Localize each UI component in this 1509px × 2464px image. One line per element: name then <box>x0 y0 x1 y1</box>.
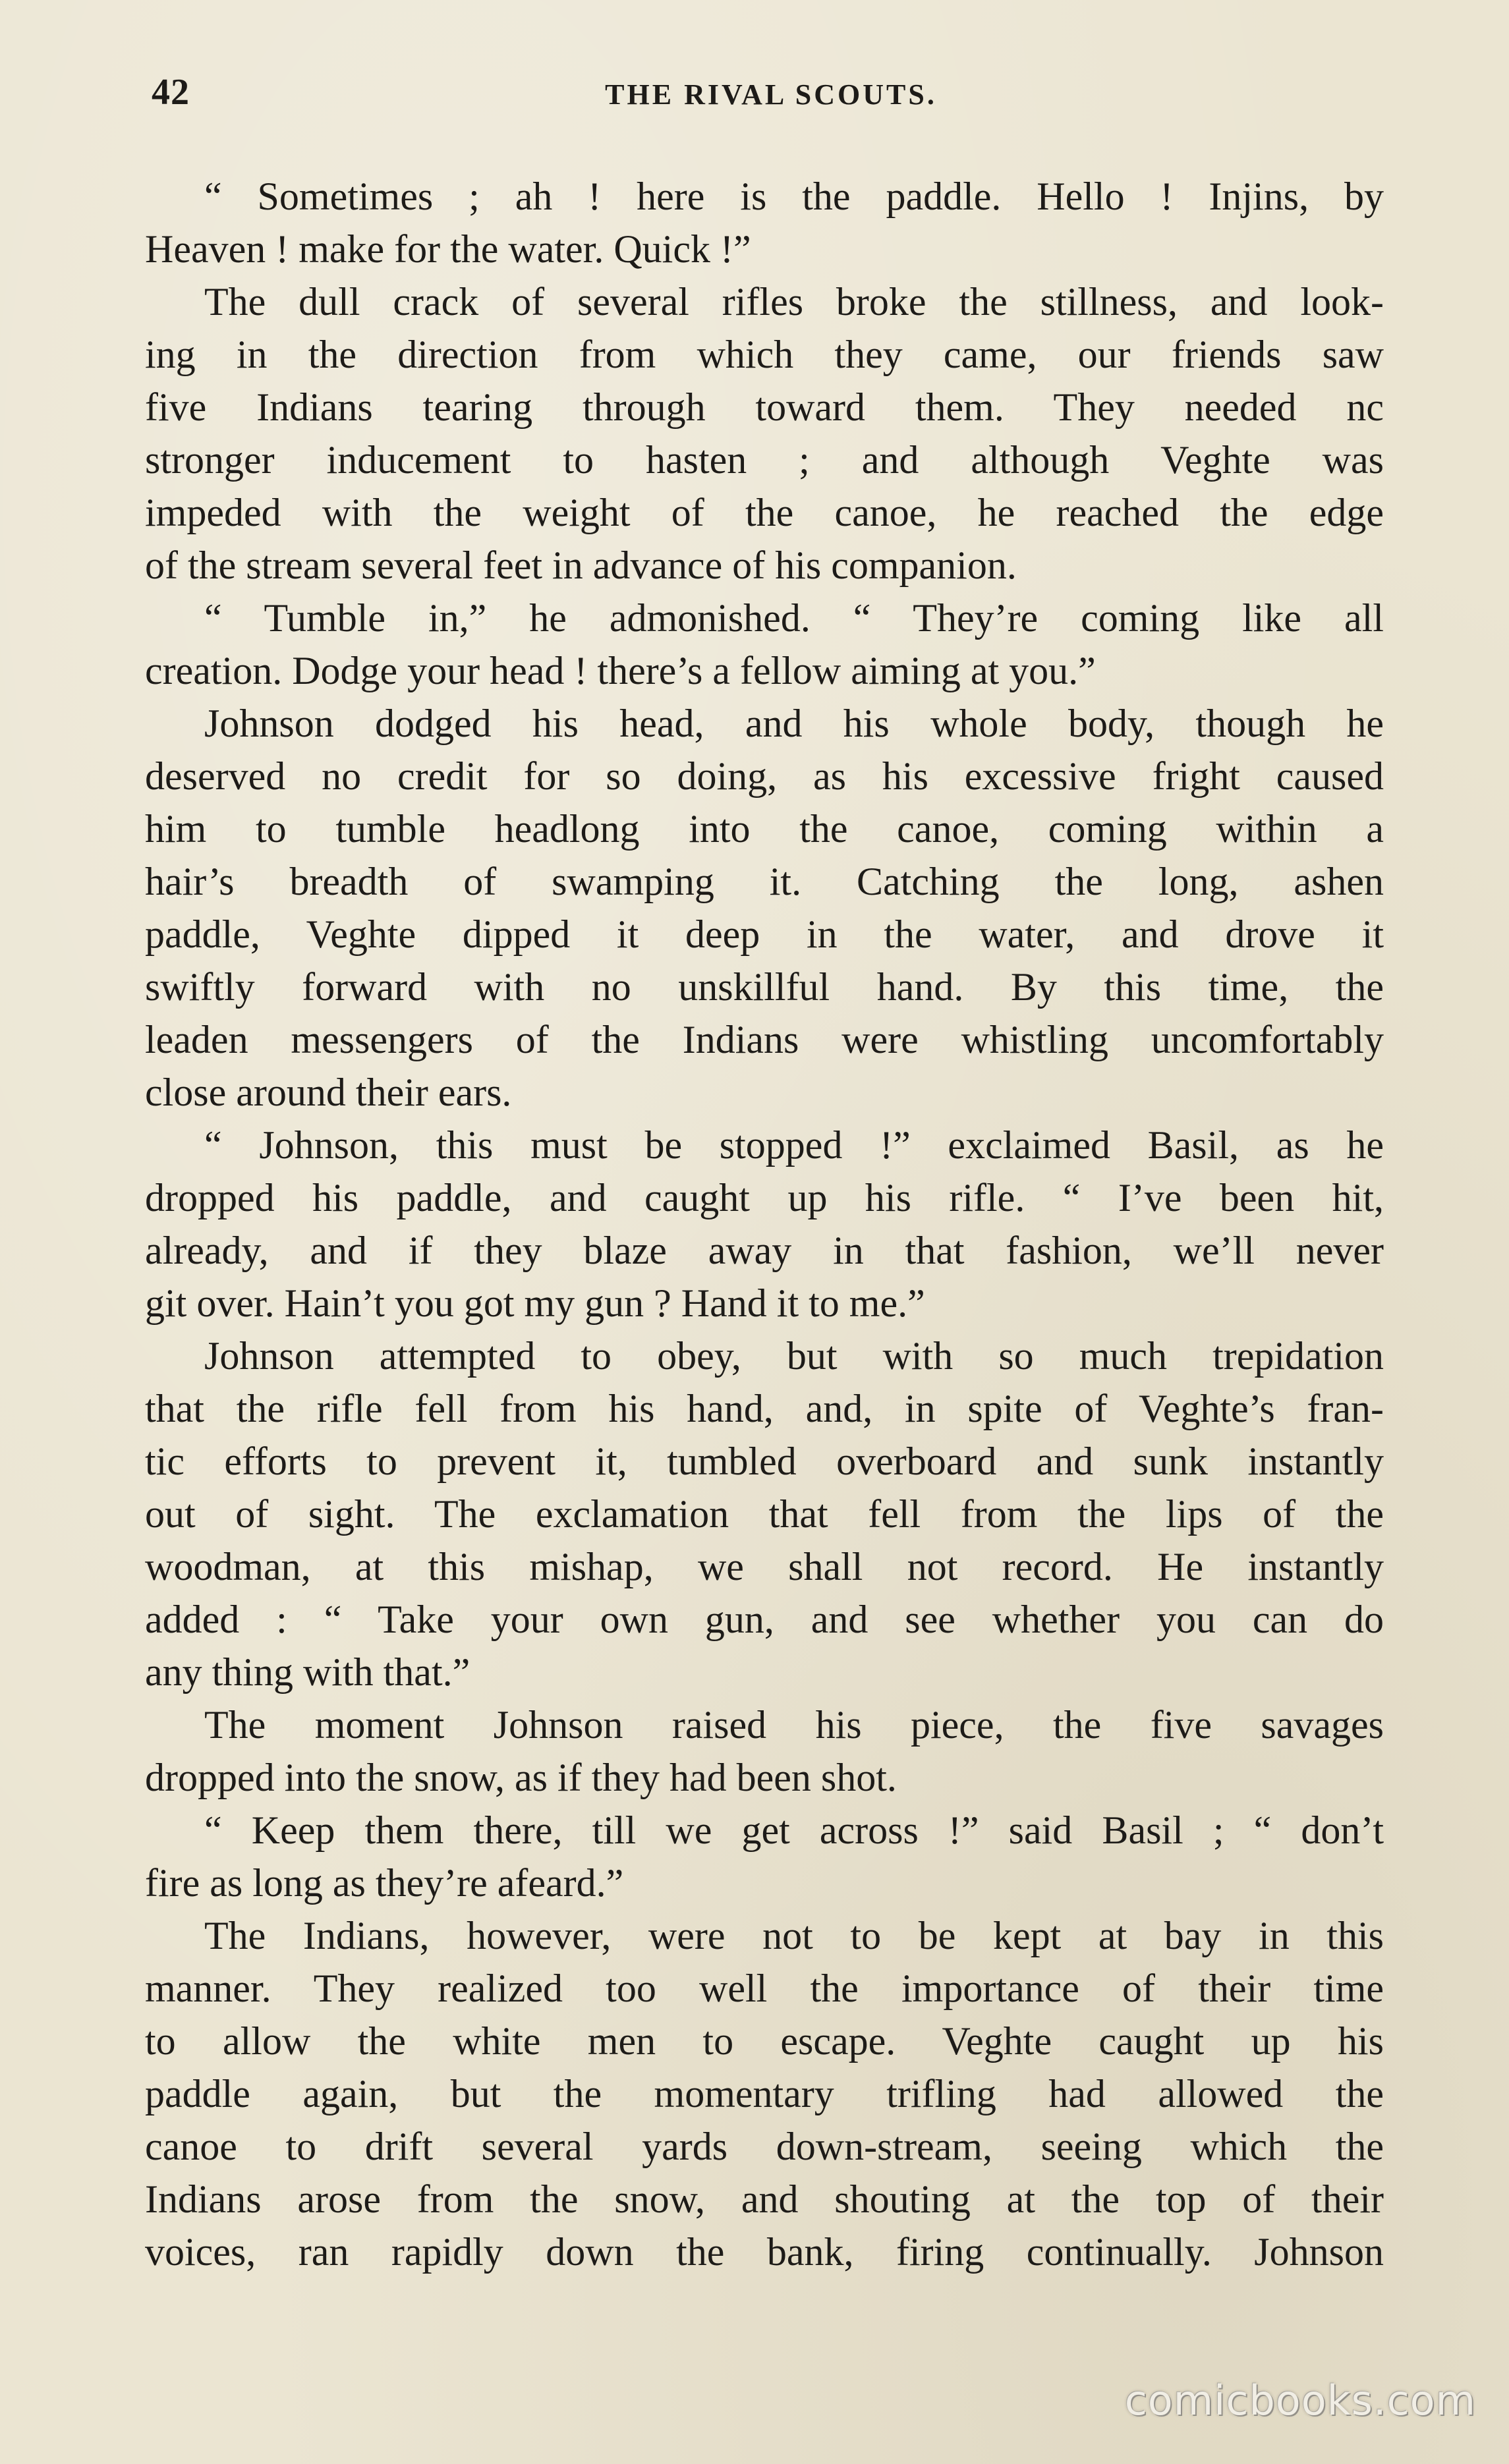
text-line: five Indians tearing through toward them. They needed nc <box>145 385 1384 429</box>
text-line: manner. They realized too well the importance of their time <box>145 1967 1384 2010</box>
text-line: The Indians, however, were not to be kept at bay in this <box>204 1914 1384 1957</box>
text-line: Indians arose from the snow, and shouting at the top of their <box>145 2177 1384 2221</box>
text-line: “ Johnson, this must be stopped !” exclaimed Basil, as he <box>204 1123 1384 1167</box>
text-line: already, and if they blaze away in that fashion, we’ll never <box>145 1229 1384 1272</box>
text-line: paddle, Veghte dipped it deep in the water, and drove it <box>145 912 1384 956</box>
text-line: that the rifle fell from his hand, and, in spite of Veghte’s fran- <box>145 1387 1384 1430</box>
text-line: git over. Hain’t you got my gun ? Hand it to me.” <box>145 1281 925 1325</box>
text-line: him to tumble headlong into the canoe, coming within a <box>145 807 1384 851</box>
text-line: hair’s breadth of swamping it. Catching the long, ashen <box>145 860 1384 903</box>
text-line: dropped into the snow, as if they had been shot. <box>145 1756 897 1799</box>
text-line: any thing with that.” <box>145 1650 470 1694</box>
text-line: “ Tumble in,” he admonished. “ They’re coming like all <box>204 596 1384 640</box>
text-line: added : “ Take your own gun, and see whether you can do <box>145 1598 1384 1641</box>
text-line: “ Sometimes ; ah ! here is the paddle. Hello ! Injins, by <box>204 175 1384 218</box>
text-line: deserved no credit for so doing, as his excessive fright caused <box>145 754 1384 798</box>
text-line: ing in the direction from which they came, our friends saw <box>145 333 1384 376</box>
text-line: creation. Dodge your head ! there’s a fellow aiming at you.” <box>145 649 1096 692</box>
text-line: leaden messengers of the Indians were whistling uncomfortably <box>145 1018 1384 1061</box>
text-line: Heaven ! make for the water. Quick !” <box>145 227 751 271</box>
text-line: swiftly forward with no unskillful hand. By this time, the <box>145 965 1384 1009</box>
text-line: out of sight. The exclamation that fell from the lips of the <box>145 1492 1384 1536</box>
text-line: The dull crack of several rifles broke the stillness, and look- <box>204 280 1384 323</box>
text-line: voices, ran rapidly down the bank, firing continually. Johnson <box>145 2230 1384 2274</box>
text-line: The moment Johnson raised his piece, the five savages <box>204 1703 1384 1747</box>
text-line: woodman, at this mishap, we shall not record. He instantly <box>145 1545 1384 1588</box>
text-line: close around their ears. <box>145 1071 512 1114</box>
text-line: of the stream several feet in advance of his companion. <box>145 544 1017 587</box>
text-line: fire as long as they’re afeard.” <box>145 1861 624 1905</box>
text-line: canoe to drift several yards down-stream, seeing which the <box>145 2125 1384 2168</box>
page-number: 42 <box>152 72 190 113</box>
text-line: impeded with the weight of the canoe, he reached the edge <box>145 491 1384 534</box>
text-line: tic efforts to prevent it, tumbled overboard and sunk instantly <box>145 1440 1384 1483</box>
text-line: dropped his paddle, and caught up his rifle. “ I’ve been hit, <box>145 1176 1384 1219</box>
text-line: paddle again, but the momentary trifling had allowed the <box>145 2072 1384 2115</box>
page-header <box>152 71 1390 124</box>
text-line: Johnson attempted to obey, but with so much trepidation <box>204 1334 1384 1378</box>
running-head: THE RIVAL SCOUTS. <box>605 78 937 111</box>
text-line: stronger inducement to hasten ; and although Veghte was <box>145 438 1384 482</box>
text-line: “ Keep them there, till we get across !” said Basil ; “ don’t <box>204 1808 1384 1852</box>
watermark: comicbooks.com <box>1124 2376 1476 2424</box>
body-text <box>145 170 1384 2278</box>
text-line: Johnson dodged his head, and his whole body, though he <box>204 702 1384 745</box>
text-line: to allow the white men to escape. Veghte caught up his <box>145 2019 1384 2063</box>
